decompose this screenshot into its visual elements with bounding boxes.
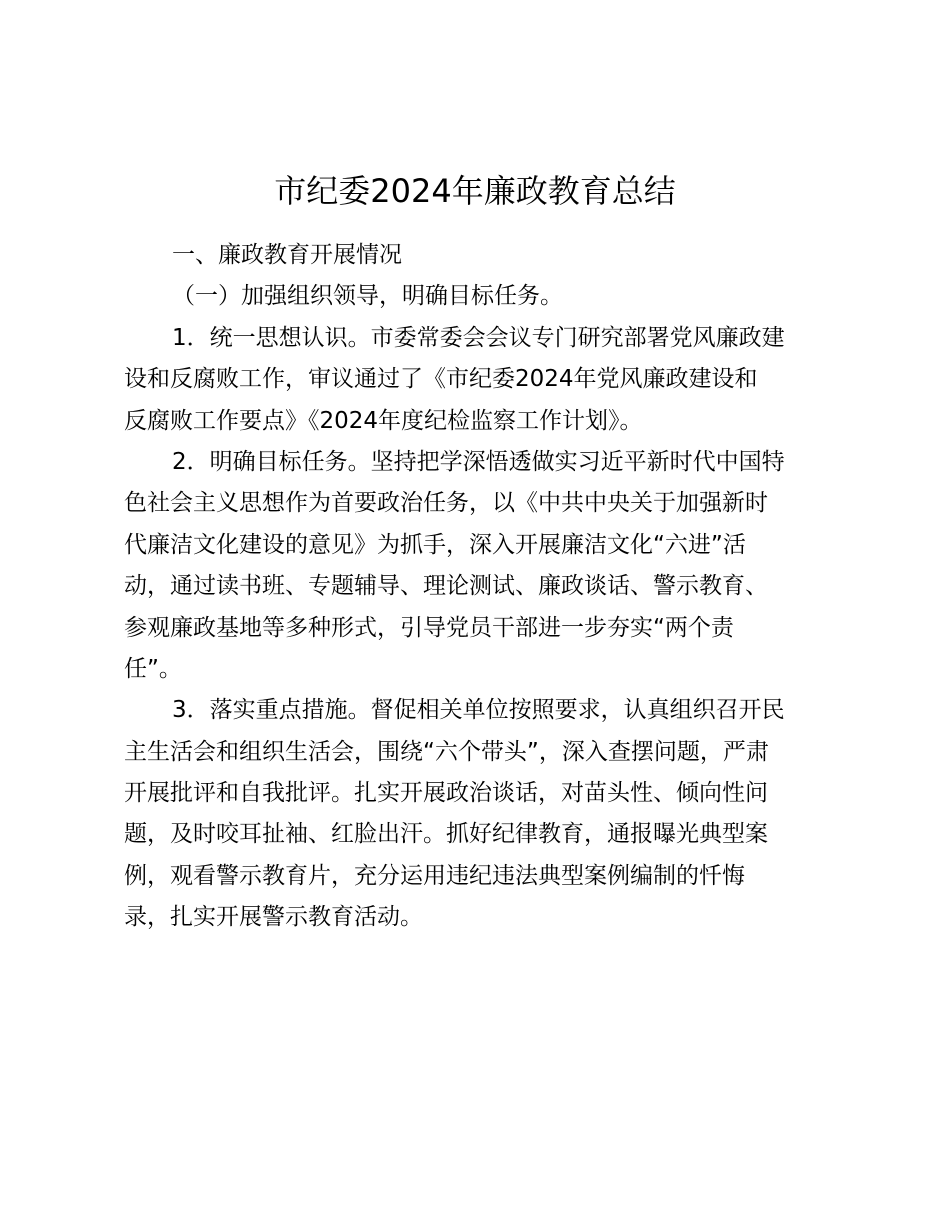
paragraph-line: 任”。 — [124, 655, 182, 682]
paragraph-line: 代廉洁文化建设的意见》为抓手，深入开展廉洁文化“六进”活 — [124, 531, 746, 558]
paragraph-line: 设和反腐败工作，审议通过了《市纪委2024年党风廉政建设和 — [124, 366, 758, 393]
paragraph-line: 主生活会和组织生活会，围绕“六个带头”，深入查摆问题，严肃 — [124, 738, 769, 765]
section-heading: 一、廉政教育开展情况 — [172, 242, 402, 268]
document-body — [124, 235, 844, 939]
subsection-heading: （一）加强组织领导，明确目标任务。 — [172, 283, 563, 310]
paragraph-line: 例，观看警示教育片，充分运用违纪违法典型案例编制的忏悔 — [124, 862, 745, 889]
paragraph-line: 反腐败工作要点》《2024年度纪检监察工作计划》。 — [124, 407, 643, 434]
paragraph-line: 1．统一思想认识。市委常委会会议专门研究部署党风廉政建 — [172, 324, 785, 351]
document-title: 市纪委2024年廉政教育总结 — [274, 172, 676, 210]
paragraph-line: 题，及时咬耳扯袖、红脸出汗。抓好纪律教育，通报曝光典型案 — [124, 821, 768, 848]
paragraph-line: 2．明确目标任务。坚持把学深悟透做实习近平新时代中国特 — [172, 448, 785, 475]
paragraph-line: 开展批评和自我批评。扎实开展政治谈话，对苗头性、倾向性问 — [124, 780, 768, 807]
paragraph-line: 录，扎实开展警示教育活动。 — [124, 904, 423, 931]
paragraph-line: 动，通过读书班、专题辅导、理论测试、廉政谈话、警示教育、 — [124, 573, 768, 600]
paragraph-line: 参观廉政基地等多种形式，引导党员干部进一步夯实“两个责 — [124, 614, 734, 641]
paragraph-line: 3．落实重点措施。督促相关单位按照要求，认真组织召开民 — [172, 697, 785, 724]
paragraph-line: 色社会主义思想作为首要政治任务，以《中共中央关于加强新时 — [124, 490, 768, 517]
